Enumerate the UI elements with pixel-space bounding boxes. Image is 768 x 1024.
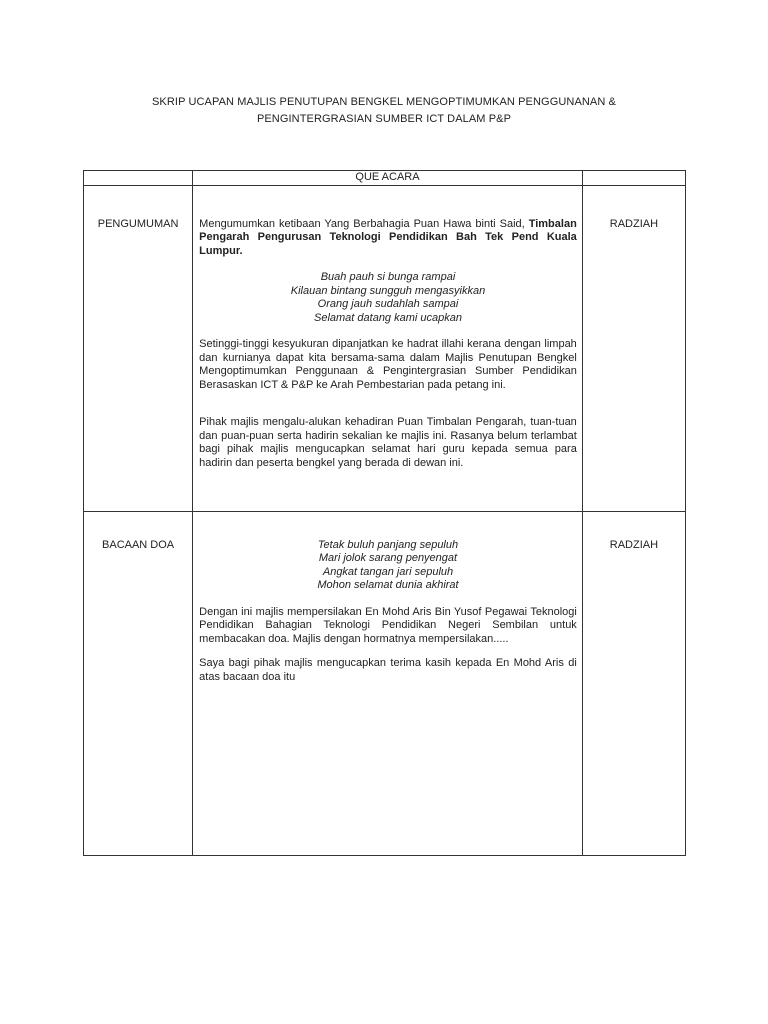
header-empty-cell-left (84, 171, 193, 186)
pantun-line: Kilauan bintang sungguh mengasyikkan (290, 284, 486, 297)
pantun-line: Mohon selamat dunia akhirat (317, 579, 459, 591)
gratitude-paragraph: Setinggi-tinggi kesyukuran dipanjatkan ke hadrat illahi kerana dengan limpah dan kurnianya dapat kita bersama-sama dalam Majlis Penutupan Bengkel Mengoptimumkan Penggunaan & Pengintergrasian Sumber Pendidikan Berasaskan ICT & P&P ke Arah Pembestarian pada petang ini. (199, 338, 577, 391)
table-header-que-acara: QUE ACARA (193, 171, 583, 186)
announcement-guest-title: Timbalan Pengarah Pengurusan Teknologi Pendidikan Bah Tek Pend Kuala Lumpur. (199, 217, 577, 257)
section-content (193, 511, 583, 855)
announcement-paragraph (199, 218, 577, 259)
pantun-line: Angkat tangan jari sepuluh (322, 565, 454, 578)
pantun-line: Tetak buluh panjang sepuluh (317, 538, 459, 551)
announcement-intro: Mengumumkan ketibaan Yang Berbahagia Puan Hawa binti Said, (199, 217, 525, 230)
section-label: BACAAN DOA (84, 511, 193, 855)
table-header-row (84, 171, 686, 186)
section-content (193, 185, 583, 511)
table-row-bacaan-doa (84, 511, 686, 855)
section-label: PENGUMUMAN (84, 185, 193, 511)
pantun-line: Mari jolok sarang penyengat (318, 552, 458, 564)
table-row-pengumuman (84, 185, 686, 511)
document-title-line-2: PENGINTERGRASIAN SUMBER ICT DALAM P&P (256, 113, 512, 125)
pantun-line: Orang jauh sudahlah sampai (317, 298, 459, 310)
pantun-line: Selamat datang kami ucapkan (314, 311, 462, 324)
document-title-line-1: SKRIP UCAPAN MAJLIS PENUTUPAN BENGKEL MENGOPTIMUMKAN PENGGUNANAN & (152, 96, 616, 108)
header-empty-cell-right (582, 171, 685, 186)
speaker-label: RADZIAH (582, 185, 685, 511)
invitation-paragraph: Dengan ini majlis mempersilakan En Mohd Aris Bin Yusof Pegawai Teknologi Pendidikan Bahagian Teknologi Pendidikan Negeri Sembilan untuk membacakan doa. Majlis dengan hormatnya mempersilakan..... (199, 605, 577, 645)
welcome-paragraph: Pihak majlis mengalu-alukan kehadiran Puan Timbalan Pengarah, tuan-tuan dan puan-puan serta hadirin sekalian ke majlis ini. Rasanya belum terlambat bagi pihak majlis mengucapkan selamat hari guru kepada semua para hadirin dan peserta bengkel yang berada di dewan ini. (199, 416, 577, 469)
program-table (83, 170, 686, 856)
thanks-paragraph: Saya bagi pihak majlis mengucapkan terima kasih kepada En Mohd Aris di atas bacaan doa itu (199, 657, 577, 683)
speaker-label: RADZIAH (582, 511, 685, 855)
pantun-line: Buah pauh si bunga rampai (320, 271, 456, 283)
